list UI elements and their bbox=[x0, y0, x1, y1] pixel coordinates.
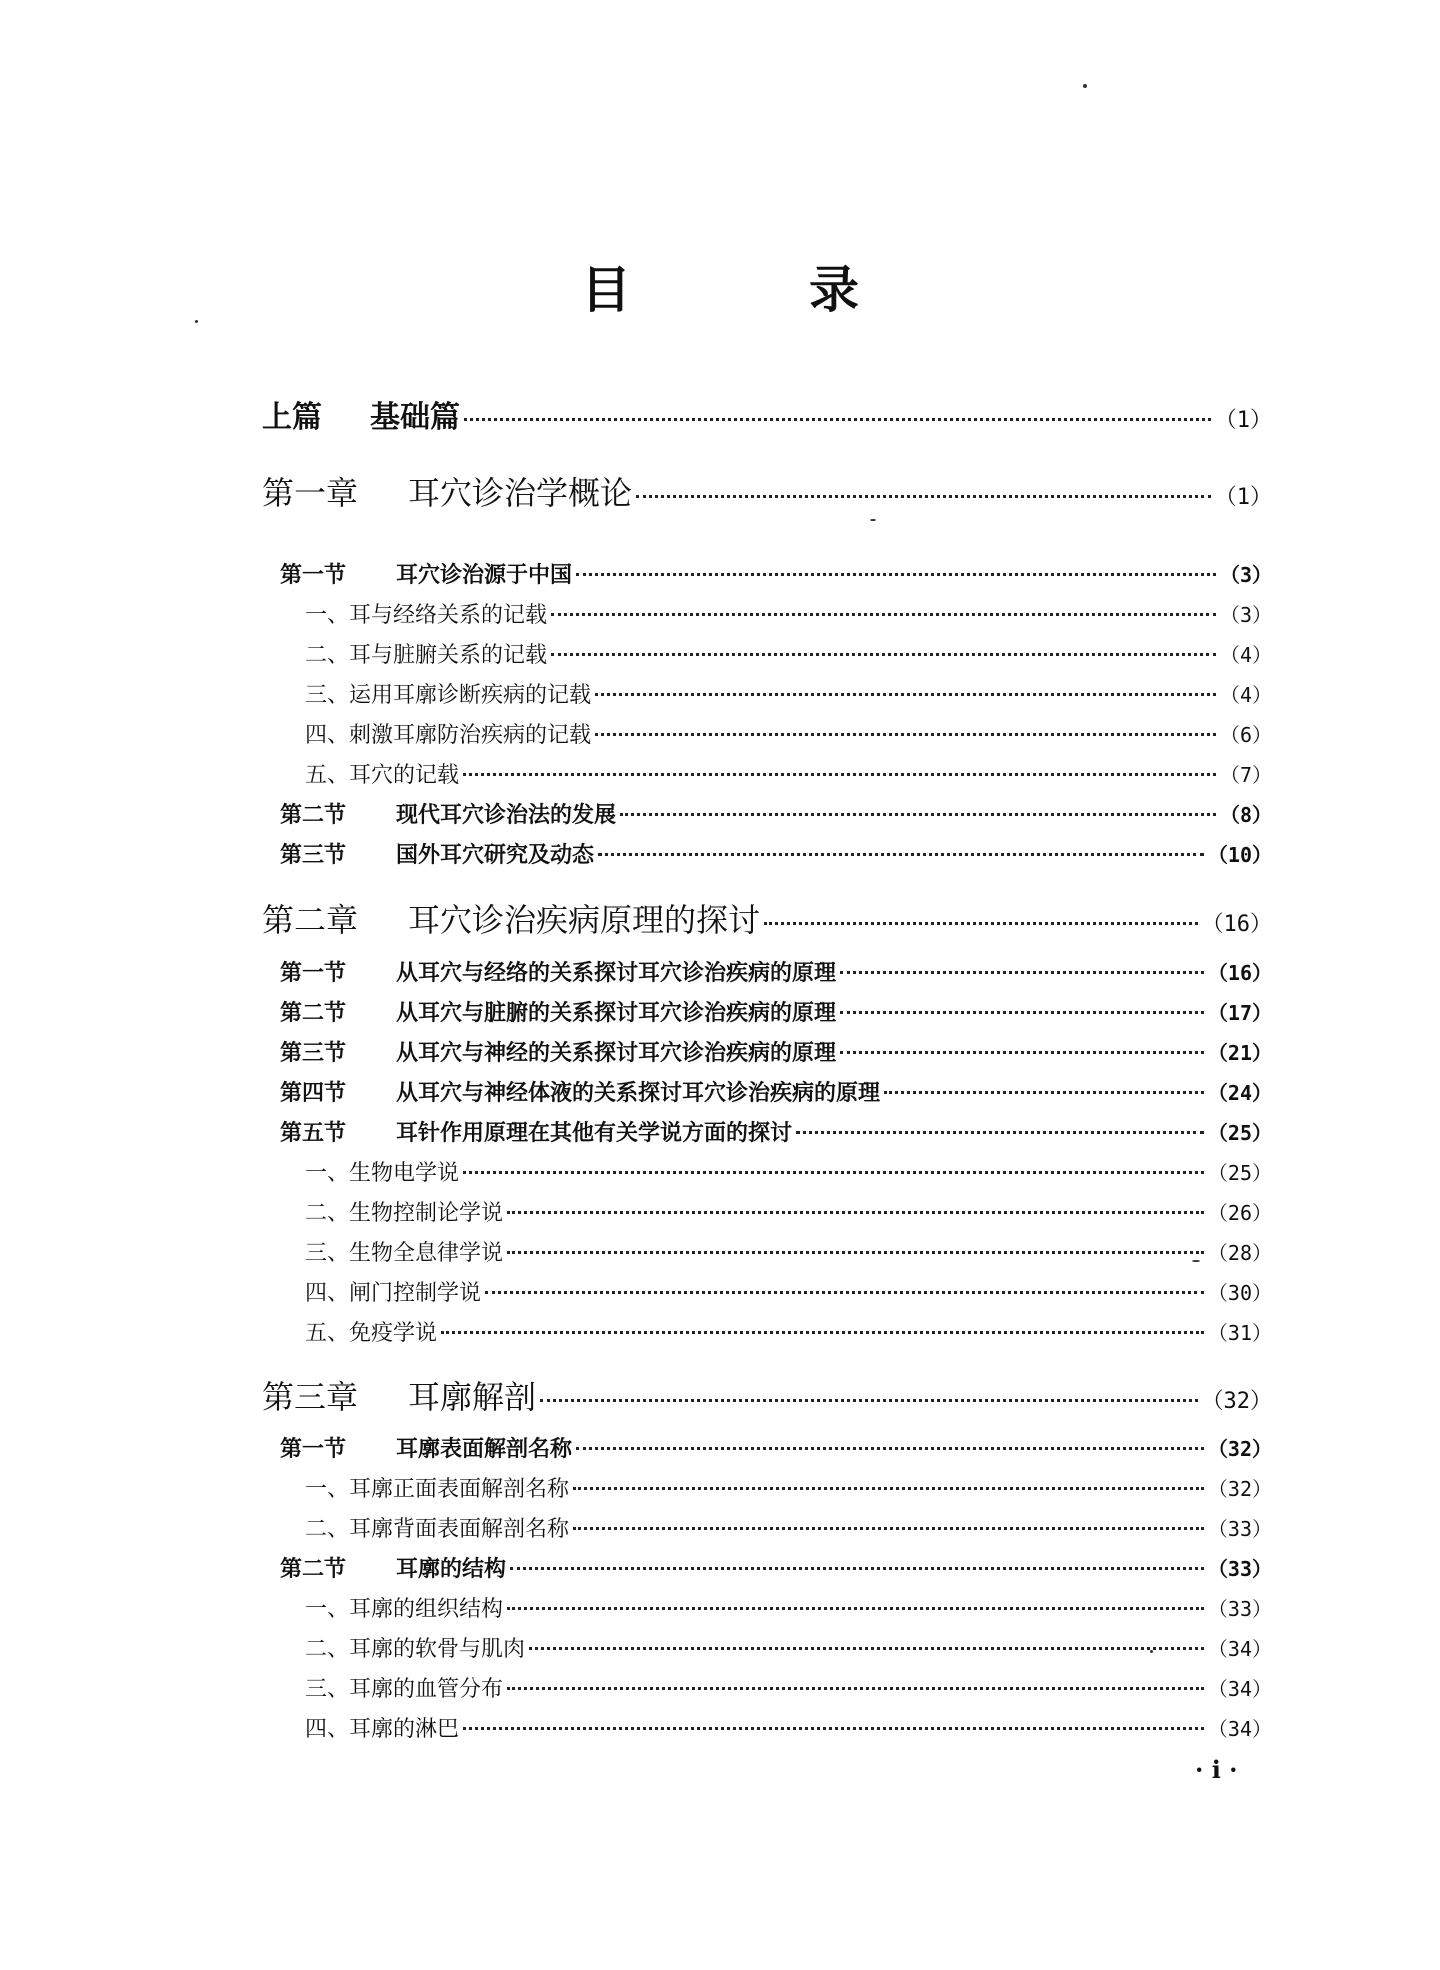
toc-entry-chapter bbox=[262, 1372, 1272, 1418]
dot-leader bbox=[507, 1607, 1204, 1610]
toc-entry-item bbox=[305, 1196, 1272, 1227]
toc-entry-page: （10） bbox=[1207, 843, 1272, 867]
toc-entry-page: （32） bbox=[1201, 1389, 1272, 1414]
dot-leader bbox=[884, 1091, 1204, 1094]
toc-entry-item bbox=[305, 1592, 1272, 1623]
toc-entry-label: 一、生物电学说 bbox=[305, 1161, 460, 1186]
toc-entry-label: 一、耳廓的组织结构 bbox=[305, 1597, 504, 1622]
dot-leader bbox=[595, 693, 1216, 696]
toc-entry-page: （3） bbox=[1219, 563, 1272, 587]
dot-leader bbox=[529, 1647, 1204, 1650]
toc-entry-page: （32） bbox=[1207, 1437, 1272, 1461]
scan-speck bbox=[870, 519, 876, 521]
toc-entry-section bbox=[280, 1432, 1272, 1463]
toc-entry-item bbox=[305, 1276, 1272, 1307]
toc-entry-label: 五、免疫学说 bbox=[305, 1321, 438, 1346]
toc-entry-label: 一、耳与经络关系的记载 bbox=[305, 603, 548, 628]
toc-entry-label: 现代耳穴诊治法的发展 bbox=[396, 803, 617, 828]
toc-entry-item bbox=[305, 638, 1272, 669]
toc-entry-label: 耳穴诊治源于中国 bbox=[396, 563, 573, 588]
scan-speck bbox=[1192, 1260, 1200, 1262]
toc-entry-page: （25） bbox=[1207, 1161, 1272, 1185]
toc-entry-number: 第二章 bbox=[262, 901, 359, 939]
toc-entry-item bbox=[305, 1316, 1272, 1347]
toc-entry-number: 第一节 bbox=[280, 563, 347, 588]
dot-leader bbox=[463, 1727, 1204, 1730]
toc-entry-label: 耳穴诊治学概论 bbox=[408, 474, 633, 512]
toc-entry-section bbox=[280, 1036, 1272, 1067]
dot-leader bbox=[576, 1447, 1204, 1450]
toc-entry-item bbox=[305, 678, 1272, 709]
toc-entry-item bbox=[305, 1632, 1272, 1663]
toc-entry-item bbox=[305, 1712, 1272, 1743]
dot-leader bbox=[840, 971, 1204, 974]
toc-entry-section bbox=[280, 956, 1272, 987]
toc-entry-section bbox=[280, 1076, 1272, 1107]
toc-entry-label: 二、生物控制论学说 bbox=[305, 1201, 504, 1226]
dot-leader bbox=[620, 813, 1216, 816]
toc-entry-page: （34） bbox=[1207, 1637, 1272, 1661]
toc-entry-number: 第二节 bbox=[280, 803, 347, 828]
toc-entry-number: 第一节 bbox=[280, 1437, 347, 1462]
dot-leader bbox=[485, 1291, 1204, 1294]
toc-entry-page: （24） bbox=[1207, 1081, 1272, 1105]
toc-entry-page: （30） bbox=[1207, 1281, 1272, 1305]
dot-leader bbox=[595, 733, 1216, 736]
toc-entry-label: 从耳穴与脏腑的关系探讨耳穴诊治疾病的原理 bbox=[396, 1001, 837, 1026]
toc-entry-page: （16） bbox=[1207, 961, 1272, 985]
toc-entry-number: 第五节 bbox=[280, 1121, 347, 1146]
toc-entry-page: （17） bbox=[1207, 1001, 1272, 1025]
dot-leader bbox=[464, 418, 1211, 421]
toc-entry-page: （4） bbox=[1219, 643, 1272, 667]
toc-entry-label: 三、运用耳廓诊断疾病的记载 bbox=[305, 683, 592, 708]
toc-entry-label: 从耳穴与神经的关系探讨耳穴诊治疾病的原理 bbox=[396, 1041, 837, 1066]
toc-entry-section bbox=[280, 996, 1272, 1027]
toc-entry-section bbox=[280, 1116, 1272, 1147]
toc-entry-page: （34） bbox=[1207, 1717, 1272, 1741]
dot-leader bbox=[463, 773, 1216, 776]
toc-entry-page: （1） bbox=[1214, 408, 1272, 433]
toc-entry-label: 四、刺激耳廓防治疾病的记载 bbox=[305, 723, 592, 748]
toc-entry-label: 从耳穴与神经体液的关系探讨耳穴诊治疾病的原理 bbox=[396, 1081, 881, 1106]
scan-speck bbox=[195, 320, 198, 323]
toc-entry-item bbox=[305, 1472, 1272, 1503]
toc-entry-label: 四、闸门控制学说 bbox=[305, 1281, 482, 1306]
toc-entry-section bbox=[280, 1552, 1272, 1583]
toc-entry-chapter bbox=[262, 895, 1272, 941]
toc-entry-page: （33） bbox=[1207, 1557, 1272, 1581]
toc-entry-label: 五、耳穴的记载 bbox=[305, 763, 460, 788]
toc-entry-label: 一、耳廓正面表面解剖名称 bbox=[305, 1477, 570, 1502]
toc-entry-number: 第三节 bbox=[280, 843, 347, 868]
dot-leader bbox=[576, 573, 1216, 576]
toc-entry-label: 基础篇 bbox=[370, 400, 460, 435]
toc-entry-item bbox=[305, 758, 1272, 789]
page-number: · i · bbox=[1195, 1755, 1238, 1784]
toc-entry-number: 第二节 bbox=[280, 1557, 347, 1582]
dot-leader bbox=[551, 613, 1216, 616]
dot-leader bbox=[507, 1687, 1204, 1690]
toc-entry-label: 国外耳穴研究及动态 bbox=[396, 843, 595, 868]
toc-entry-label: 三、耳廓的血管分布 bbox=[305, 1677, 504, 1702]
toc-entry-page: （32） bbox=[1207, 1477, 1272, 1501]
toc-entry-chapter bbox=[262, 468, 1272, 514]
toc-entry-section bbox=[280, 838, 1272, 869]
toc-entry-label: 耳针作用原理在其他有关学说方面的探讨 bbox=[396, 1121, 793, 1146]
toc-entry-number: 第一章 bbox=[262, 474, 359, 512]
toc-entry-page: （8） bbox=[1219, 803, 1272, 827]
toc-entry-label: 耳穴诊治疾病原理的探讨 bbox=[408, 901, 761, 939]
toc-entry-label: 耳廓表面解剖名称 bbox=[396, 1437, 573, 1462]
dot-leader bbox=[764, 922, 1197, 925]
toc-entry-number: 第一节 bbox=[280, 961, 347, 986]
toc-entry-number: 上篇 bbox=[262, 400, 322, 435]
dot-leader bbox=[573, 1527, 1204, 1530]
dot-leader bbox=[840, 1011, 1204, 1014]
toc-entry-item bbox=[305, 1156, 1272, 1187]
toc-entry-label: 耳廓解剖 bbox=[408, 1378, 537, 1416]
toc-entry-label: 耳廓的结构 bbox=[396, 1557, 507, 1582]
toc-entry-label: 二、耳廓的软骨与肌肉 bbox=[305, 1637, 526, 1662]
dot-leader bbox=[540, 1399, 1197, 1402]
toc-entry-label: 从耳穴与经络的关系探讨耳穴诊治疾病的原理 bbox=[396, 961, 837, 986]
dot-leader bbox=[507, 1211, 1204, 1214]
toc-entry-page: （26） bbox=[1207, 1201, 1272, 1225]
toc-entry-page: （34） bbox=[1207, 1677, 1272, 1701]
toc-entry-page: （4） bbox=[1219, 683, 1272, 707]
dot-leader bbox=[573, 1487, 1204, 1490]
page-title: 目 录 bbox=[581, 261, 923, 319]
toc-entry-number: 第三章 bbox=[262, 1378, 359, 1416]
dot-leader bbox=[507, 1251, 1204, 1254]
scan-speck bbox=[1083, 84, 1087, 88]
toc-entry-page: （7） bbox=[1219, 763, 1272, 787]
toc-entry-section bbox=[280, 558, 1272, 589]
toc-entry-number: 第三节 bbox=[280, 1041, 347, 1066]
dot-leader bbox=[510, 1567, 1204, 1570]
toc-entry-page: （25） bbox=[1207, 1121, 1272, 1145]
toc-entry-label: 二、耳廓背面表面解剖名称 bbox=[305, 1517, 570, 1542]
toc-entry-number: 第二节 bbox=[280, 1001, 347, 1026]
toc-entry-page: （21） bbox=[1207, 1041, 1272, 1065]
toc-entry-item bbox=[305, 718, 1272, 749]
dot-leader bbox=[636, 495, 1211, 498]
toc-entry-item bbox=[305, 598, 1272, 629]
toc-entry-page: （3） bbox=[1219, 603, 1272, 627]
toc-entry-number: 第四节 bbox=[280, 1081, 347, 1106]
toc-entry-page: （1） bbox=[1214, 485, 1272, 510]
dot-leader bbox=[598, 853, 1204, 856]
toc-entry-section bbox=[280, 798, 1272, 829]
toc-entry-part bbox=[262, 392, 1272, 436]
dot-leader bbox=[796, 1131, 1204, 1134]
toc-entry-page: （16） bbox=[1201, 912, 1272, 937]
scan-speck bbox=[1150, 1650, 1153, 1653]
toc-entry-label: 四、耳廓的淋巴 bbox=[305, 1717, 460, 1742]
toc-entry-label: 二、耳与脏腑关系的记载 bbox=[305, 643, 548, 668]
dot-leader bbox=[441, 1331, 1204, 1334]
dot-leader bbox=[840, 1051, 1204, 1054]
toc-entry-item bbox=[305, 1672, 1272, 1703]
dot-leader bbox=[463, 1171, 1204, 1174]
toc-entry-page: （28） bbox=[1207, 1241, 1272, 1265]
toc-entry-item bbox=[305, 1512, 1272, 1543]
toc-entry-item bbox=[305, 1236, 1272, 1267]
toc-entry-label: 三、生物全息律学说 bbox=[305, 1241, 504, 1266]
toc-entry-page: （33） bbox=[1207, 1597, 1272, 1621]
toc-entry-page: （6） bbox=[1219, 723, 1272, 747]
toc-entry-page: （31） bbox=[1207, 1321, 1272, 1345]
dot-leader bbox=[551, 653, 1216, 656]
toc-entry-page: （33） bbox=[1207, 1517, 1272, 1541]
